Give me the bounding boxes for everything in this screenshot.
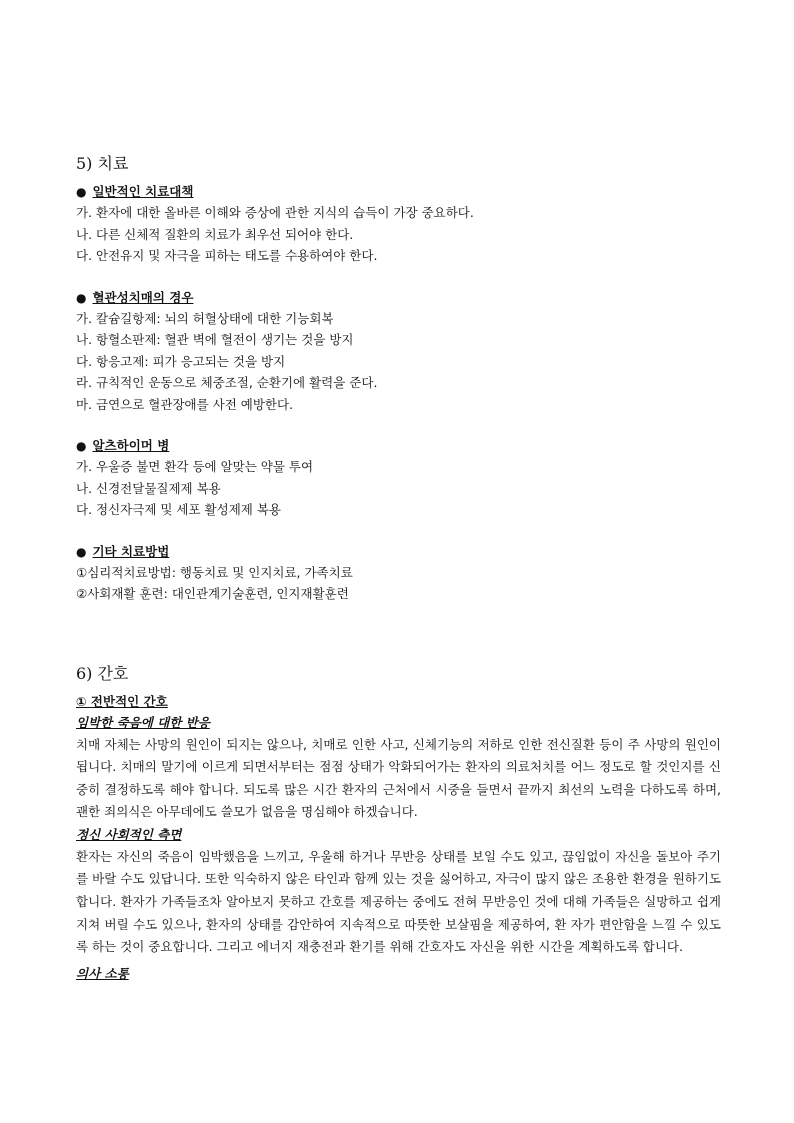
- group-heading-row: [76, 288, 721, 308]
- group-heading-row: [76, 542, 721, 562]
- spacer: [76, 521, 721, 542]
- bullet-icon: ●: [76, 185, 87, 199]
- list-item: 다. 항응고제: 피가 응고되는 것을 방지: [76, 353, 286, 369]
- bullet-icon: ●: [76, 290, 87, 305]
- list-item: 다. 정신자극제 및 세포 활성제제 복용: [76, 502, 281, 517]
- list-item: 나. 다른 신체적 질환의 치료가 최우선 되어야 한다.: [76, 226, 354, 242]
- list-item: 가. 우울증 불면 환각 등에 알맞는 약물 투여: [76, 459, 314, 474]
- spacer: [76, 267, 721, 288]
- document-content: [76, 154, 721, 985]
- list-item: ①심리적치료방법: 행동치료 및 인지치료, 가족치료: [76, 564, 353, 580]
- nursing-topic: [76, 712, 721, 824]
- bullet-icon: ●: [76, 439, 87, 453]
- list-item: 마. 금연으로 혈관장애를 사전 예방한다.: [76, 396, 294, 412]
- list-item: 가. 환자에 대한 올바른 이해와 증상에 관한 지식의 습득이 가장 중요하다.: [76, 205, 474, 220]
- group-heading: 혈관성치매의 경우: [92, 289, 194, 305]
- list-item: 가. 칼슘길항제: 뇌의 허혈상태에 대한 기능회복: [76, 310, 334, 326]
- nursing-topic: [76, 963, 721, 985]
- list-item: 나. 신경전달물질제제 복용: [76, 480, 221, 496]
- bullet-icon: ●: [76, 544, 87, 559]
- group-heading-row: [76, 182, 721, 202]
- list-item: 다. 안전유지 및 자극을 피하는 태도를 수용하여야 한다.: [76, 248, 378, 263]
- group-heading: 알츠하이머 병: [92, 438, 170, 453]
- paragraph: 치매 자체는 사망의 원인이 되지는 않으나, 치매로 인한 사고, 신체기능의 저하로 인한 전신질환 등이 주 사망의 원인이 됩니다. 치매의 말기에 이르게 되면서부터는 점점 상태가 악화되어가는 환자의 의료처치를 어느 정도로 할 것인지를 신중히 결정하도록 해야 합니다. 되도록 많은 시간 환자의 근처에서 시중을 들면서 끝까지 최선의 노력을 다하도록 하며, 괜한 죄의식은 아무데에도 쓸모가 없음을 명심해야 하겠습니다.: [76, 736, 721, 820]
- topic-heading: 임박한 죽음에 대한 반응: [76, 714, 210, 730]
- section-title-nursing: 6) 간호: [76, 663, 129, 683]
- section-title-treatment: 5) 치료: [76, 154, 129, 173]
- treatment-group-other: [76, 542, 721, 605]
- nursing-topic: [76, 824, 721, 959]
- topic-heading: 정신 사회적인 측면: [76, 826, 182, 842]
- list-item: 라. 규칙적인 운동으로 체중조절, 순환기에 활력을 준다.: [76, 375, 378, 390]
- nursing-subheading: ① 전반적인 간호: [76, 693, 168, 709]
- spacer: [76, 605, 721, 664]
- list-item: 나. 항혈소판제: 혈관 벽에 혈전이 생기는 것을 방지: [76, 332, 354, 347]
- treatment-group-vascular: [76, 288, 721, 416]
- group-heading-row: [76, 436, 721, 456]
- group-heading: 일반적인 치료대책: [92, 184, 194, 199]
- treatment-group-alzheimer: [76, 436, 721, 521]
- list-item: ②사회재활 훈련: 대인관계기술훈련, 인지재활훈련: [76, 586, 349, 601]
- spacer: [76, 415, 721, 436]
- treatment-group-general: [76, 182, 721, 267]
- group-heading: 기타 치료방법: [92, 543, 170, 559]
- paragraph: 환자는 자신의 죽음이 임박했음을 느끼고, 우울해 하거나 무반응 상태를 보일 수도 있고, 끊임없이 자신을 돌보아 주기를 바랄 수도 있답니다. 또한 익숙하지 않은 타인과 함께 있는 것을 싫어하고, 자극이 많지 않은 조용한 환경을 원하기도 합니다. 환자가 가족들조차 알아보지 못하고 간호를 제공하는 중에도 전혀 무반응인 것에 대해 가족들은 실망하고 쉽게 지쳐 버릴 수도 있으나, 환자의 상태를 감안하여 지속적으로 따뜻한 보살핌을 제공하여, 환 자가 편안함을 느낄 수 있도록 하는 것이 중요합니다. 그리고 에너지 재충전과 환기를 위해 간호자도 자신을 위한 시간을 계획하도록 합니다.: [76, 848, 721, 955]
- topic-heading: 의사 소통: [76, 965, 129, 981]
